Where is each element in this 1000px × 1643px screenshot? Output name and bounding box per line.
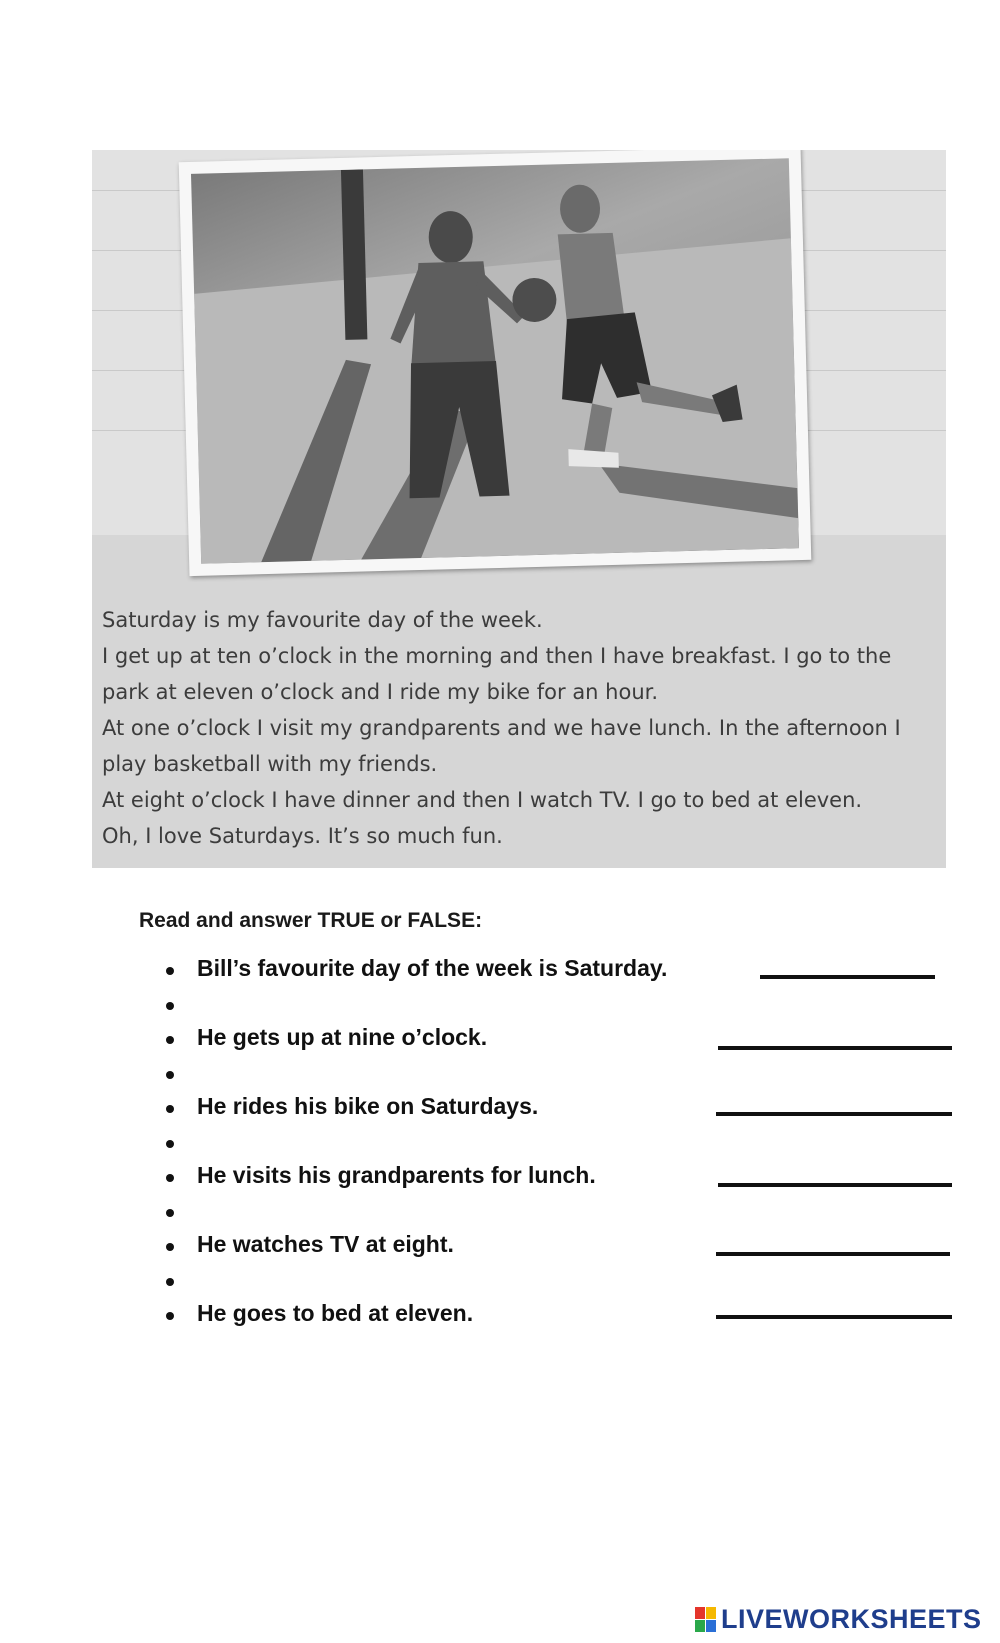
bullet (166, 1278, 174, 1286)
bullet (166, 1036, 174, 1044)
boys-playing-basketball-photo (191, 158, 799, 564)
reading-passage (102, 602, 942, 854)
scanned-reading-excerpt (92, 150, 946, 868)
answer-field-4[interactable] (718, 1183, 952, 1187)
question-6: He goes to bed at eleven. (197, 1300, 474, 1326)
answer-field-6[interactable] (716, 1315, 952, 1319)
passage-line: At eight o’clock I have dinner and then I watch TV. I go to bed at eleven. (102, 788, 863, 812)
question-2: He gets up at nine o’clock. (197, 1024, 488, 1050)
logo-text: LIVEWORKSHEETS (721, 1603, 982, 1634)
question-5: He watches TV at eight. (197, 1231, 454, 1257)
bullet (166, 1105, 174, 1113)
photo-frame (179, 150, 812, 576)
question-4: He visits his grandparents for lunch. (197, 1162, 596, 1188)
liveworksheets-logo[interactable] (695, 1604, 982, 1634)
bullet (166, 1209, 174, 1217)
bullet (166, 1243, 174, 1251)
question-1: Bill’s favourite day of the week is Saturday. (197, 955, 668, 981)
bullet (166, 1140, 174, 1148)
answer-field-2[interactable] (718, 1046, 952, 1050)
instruction-heading: Read and answer TRUE or FALSE: (139, 909, 483, 932)
bullet (166, 1174, 174, 1182)
bullet (166, 967, 174, 975)
bullet (166, 1002, 174, 1010)
passage-line: Saturday is my favourite day of the week. (102, 608, 543, 632)
answer-field-1[interactable] (760, 975, 935, 979)
answer-field-3[interactable] (716, 1112, 952, 1116)
passage-line: Oh, I love Saturdays. It’s so much fun. (102, 824, 503, 848)
photo-illustration (191, 158, 799, 564)
passage-line: I get up at ten o’clock in the morning and then I have breakfast. I go to the park at eleven o’clock and I ride my bike for an hour. (102, 644, 892, 704)
bullet (166, 1312, 174, 1320)
question-3: He rides his bike on Saturdays. (197, 1093, 539, 1119)
logo-squares-icon (695, 1605, 717, 1633)
answer-field-5[interactable] (716, 1252, 950, 1256)
passage-line: At one o’clock I visit my grandparents and we have lunch. In the afternoon I play basketball with my friends. (102, 716, 901, 776)
bullet (166, 1071, 174, 1079)
